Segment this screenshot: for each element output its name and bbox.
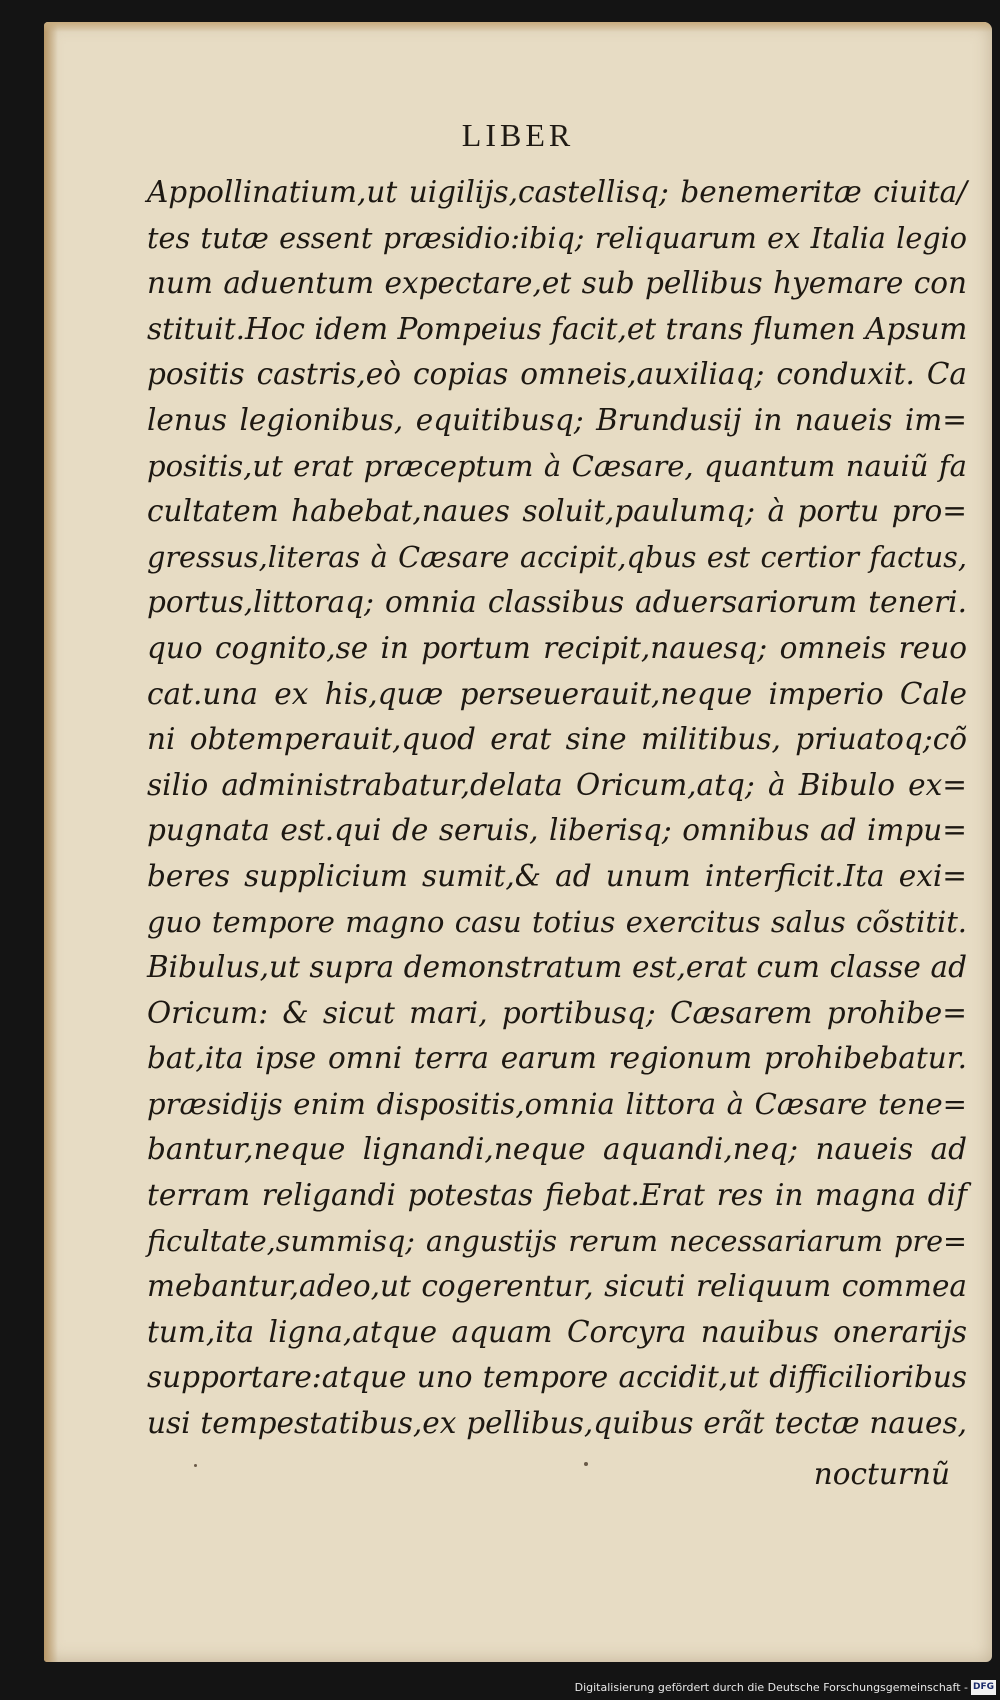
text-line: Appollinatium,ut uigilijs,castellisq; benemeritæ ciuita/ — [147, 175, 967, 209]
text-line: tum,ita ligna,atque aquam Corcyra nauibus onerarijs — [147, 1314, 967, 1349]
text-line: positis castris,eò copias omneis,auxiliaq; conduxit. Ca — [147, 357, 967, 392]
text-line: Bibulus,ut supra demonstratum est,erat cum classe ad — [147, 950, 967, 985]
catchword: nocturnũ — [813, 1457, 950, 1491]
text-line: positis,ut erat præceptum à Cæsare, quantum nauiũ fa — [147, 448, 967, 483]
text-line: cultatem habebat,naues soluit,paulumq; à portu pro= — [147, 494, 967, 529]
text-line: gressus,literas à Cæsare accipit,qbus est certior factus, — [147, 539, 967, 574]
text-line: quo cognito,se in portum recipit,nauesq; omneis reuo — [147, 630, 967, 665]
dfg-logo: DFG — [971, 1680, 996, 1695]
text-line: portus,littoraq; omnia classibus aduersariorum teneri. — [147, 585, 967, 620]
page-edge-shadow-top — [44, 22, 992, 32]
text-line: pugnata est.qui de seruis, liberisq; omnibus ad impu= — [147, 813, 967, 848]
text-line: Oricum: & sicut mari, portibusq; Cæsarem prohibe= — [147, 995, 967, 1030]
text-line: terram religandi potestas fiebat.Erat res in magna dif — [147, 1178, 967, 1213]
body-text — [147, 170, 967, 1447]
text-line: lenus legionibus, equitibusq; Brundusij in naueis im= — [147, 402, 967, 437]
text-line: ni obtemperauit,quod erat sine militibus, priuatoq;cõ — [147, 722, 967, 757]
book-page — [44, 22, 992, 1662]
text-line: usi tempestatibus,ex pellibus,quibus erãt tectæ naues, — [147, 1406, 967, 1441]
text-line: stituit.Hoc idem Pompeius facit,et trans flumen Apsum — [147, 311, 968, 346]
ink-speck — [584, 1462, 588, 1466]
text-line: mebantur,adeo,ut cogerentur, sicuti reliquum commea — [147, 1269, 967, 1304]
page-edge-shadow-left — [44, 22, 58, 1662]
text-line: cat.una ex his,quæ perseuerauit,neque imperio Cale — [147, 676, 967, 711]
text-line: num aduentum expectare,et sub pellibus hyemare con — [147, 266, 967, 301]
text-line: tes tutæ essent præsidio:ibiq; reliquarum ex Italia legio — [147, 220, 967, 255]
running-head: LIBER — [461, 117, 575, 153]
ink-speck — [194, 1464, 197, 1467]
text-line: supportare:atque uno tempore accidit,ut difficilioribus — [147, 1360, 967, 1395]
text-line: bantur,neque lignandi,neque aquandi,neq; naueis ad — [147, 1132, 967, 1167]
text-line: guo tempore magno casu totius exercitus salus cõstitit. — [147, 904, 967, 939]
text-line: bat,ita ipse omni terra earum regionum prohibebatur. — [147, 1041, 967, 1076]
text-line: præsidijs enim dispositis,omnia littora à Cæsare tene= — [147, 1086, 967, 1121]
text-line: beres supplicium sumit,& ad unum interficit.Ita exi= — [147, 858, 967, 893]
text-line: ficultate,summisq; angustijs rerum necessariarum pre= — [147, 1223, 967, 1258]
text-line: silio administrabatur,delata Oricum,atq; à Bibulo ex= — [147, 767, 967, 802]
digitization-credit: Digitalisierung gefördert durch die Deutsche Forschungsgemeinschaft - — [574, 1681, 968, 1694]
